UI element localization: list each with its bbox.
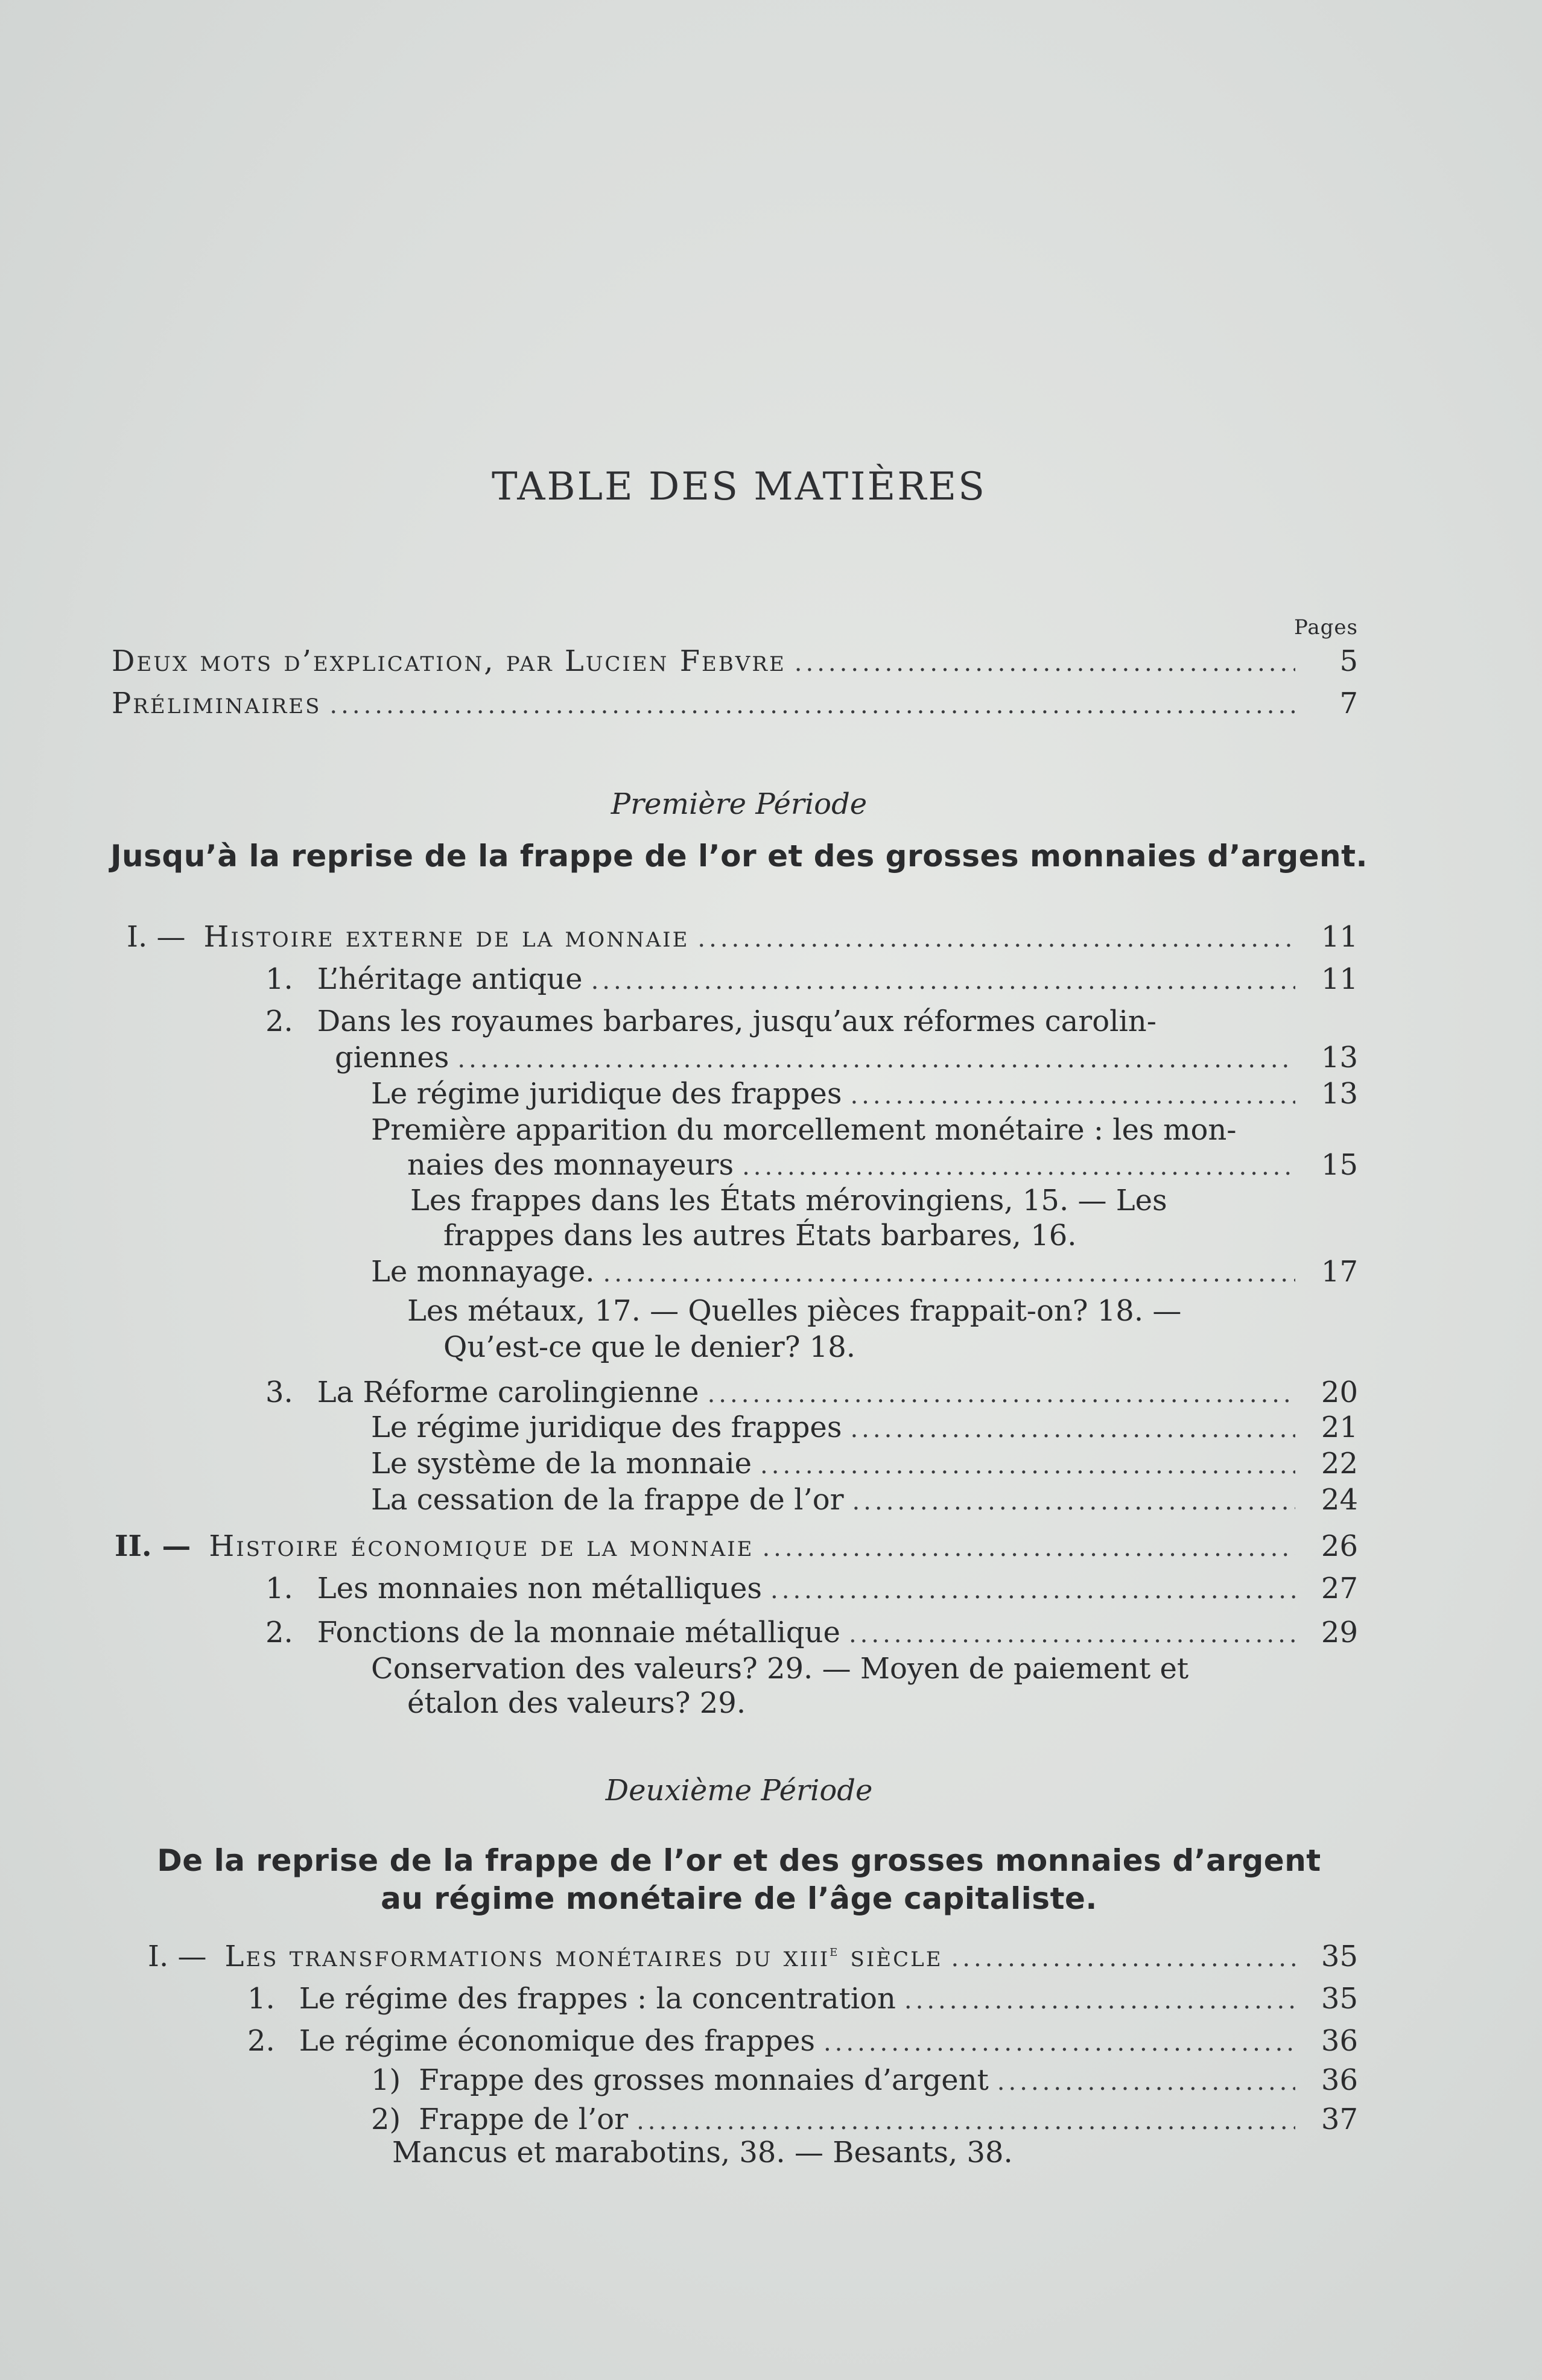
entry-title: Fonctions de la monnaie métallique [317,1616,840,1649]
toc-subentry [371,1255,1358,1289]
dot-leader [951,1944,1295,1972]
subentry-page: 21 [1321,1411,1358,1444]
toc-entry-title: Préliminaires [112,687,322,720]
dot-leader [636,2107,1295,2135]
subentry-title: Le système de la monnaie [371,1447,752,1480]
subentry-note: frappes dans les autres États barbares, 16. [443,1219,1077,1252]
toc-entry [247,1982,1358,2016]
entry-note: étalon des valeurs? 29. [407,1686,746,1720]
entry-page: 13 [1321,1041,1358,1074]
toc-entry [265,1376,1358,1409]
toc-subentry [371,2102,1358,2136]
section-title-sup: e [830,1942,840,1960]
dot-leader [852,1488,1295,1515]
subentry-number: 1) [371,2063,401,2097]
section-page: 35 [1321,1940,1358,1973]
dot-leader [997,2068,1295,2096]
subentry-note: Qu’est-ce que le denier? 18. [443,1330,856,1364]
toc-subentry [407,1148,1358,1182]
subentry-title: Frappe des grosses monnaies d’argent [419,2063,989,2097]
toc-entry [265,1616,1358,1649]
entry-number: 1. [265,1572,293,1605]
entry-title-cont: giennes [335,1041,449,1074]
toc-entry-title: Deux mots d’explication, par Lucien Febvre [112,644,786,678]
toc-subentry [371,2063,1358,2097]
toc-entry-page: 5 [1339,644,1358,678]
section-title-text-end: siècle [839,1940,943,1973]
section-number: I. — [148,1940,207,1973]
subentry-page: 37 [1321,2102,1358,2136]
section-page: 26 [1321,1529,1358,1563]
section-title: Histoire externe de la monnaie [203,920,690,954]
toc-entry [112,644,1358,678]
toc-subentry [371,1411,1358,1444]
entry-title: Dans les royaumes barbares, jusqu’aux réformes carolin- [317,1004,1156,1038]
section-page: 11 [1321,920,1358,954]
dot-leader [457,1046,1295,1073]
toc-entry [112,687,1358,720]
subentry-number: 2) [371,2102,401,2136]
toc-entry [265,962,1358,996]
dot-leader [591,967,1295,995]
subentry-title: Le régime juridique des frappes [371,1411,842,1444]
dot-leader [850,1415,1295,1443]
subentry-title: Frappe de l’or [419,2102,629,2136]
entry-page: 29 [1321,1616,1358,1649]
toc-section [127,920,1358,954]
subentry-title-cont: naies des monnayeurs [407,1148,734,1182]
entry-number: 1. [265,962,293,996]
section-title [224,1940,942,1973]
entry-page: 11 [1321,962,1358,996]
entry-page: 27 [1321,1572,1358,1605]
page-title: TABLE DES MATIÈRES [492,465,986,509]
subentry-page: 24 [1321,1483,1358,1517]
toc-entry [335,1041,1358,1074]
toc-entry [265,1572,1358,1605]
toc-entry-page: 7 [1339,687,1358,720]
dot-leader [760,1452,1295,1479]
toc-subentry [371,1483,1358,1517]
subentry-title: Première apparition du morcellement monétaire : les mon- [371,1113,1237,1147]
period-label: Première Période [611,787,868,821]
section-number: I. — [127,920,186,954]
subentry-note: Mancus et marabotins, 38. — Besants, 38. [392,2136,1013,2169]
section-number: II. — [115,1529,191,1563]
period-heading: au régime monétaire de l’âge capitaliste. [381,1881,1097,1916]
subentry-title: La cessation de la frappe de l’or [371,1483,844,1517]
period-label: Deuxième Période [605,1774,873,1807]
section-title-text: Les transformations monétaires du xiii [224,1940,830,1973]
entry-number: 2. [265,1004,293,1038]
entry-title: Le régime des frappes : la concentration [299,1982,896,2016]
subentry-page: 13 [1321,1077,1358,1111]
period-heading: Jusqu’à la reprise de la frappe de l’or et des grosses monnaies d’argent. [110,839,1368,874]
dot-leader [770,1576,1295,1604]
dot-leader [850,1082,1295,1109]
subentry-title: Le monnayage. [371,1255,595,1289]
dot-leader [329,691,1295,719]
entry-page: 36 [1321,2024,1358,2058]
entry-title: La Réforme carolingienne [317,1376,699,1409]
subentry-title: Le régime juridique des frappes [371,1077,842,1111]
subentry-note: Les frappes dans les États mérovingiens, 15. — Les [410,1184,1167,1217]
toc-section [148,1940,1358,1973]
toc-entry [247,2024,1358,2058]
entry-number: 3. [265,1376,293,1409]
dot-leader [849,1620,1295,1648]
dot-leader [904,1987,1295,2014]
section-title: Histoire économique de la monnaie [209,1529,754,1563]
dot-leader [742,1153,1295,1181]
entry-number: 1. [247,1982,275,2016]
toc-subentry [371,1077,1358,1111]
subentry-note: Les métaux, 17. — Quelles pièces frappait-on? 18. — [407,1294,1182,1328]
entry-number: 2. [247,2024,275,2058]
entry-title: L’héritage antique [317,962,583,996]
period-heading: De la reprise de la frappe de l’or et des grosses monnaies d’argent [157,1843,1321,1878]
dot-leader [708,1380,1295,1408]
entry-page: 35 [1321,1982,1358,2016]
subentry-page: 22 [1321,1447,1358,1480]
dot-leader [762,1534,1295,1562]
dot-leader [603,1260,1295,1287]
entry-number: 2. [265,1616,293,1649]
toc-entry-line [265,1004,1156,1038]
entry-page: 20 [1321,1376,1358,1409]
entry-note: Conservation des valeurs? 29. — Moyen de paiement et [371,1652,1189,1686]
toc-subentry [371,1447,1358,1480]
pages-column-label: Pages [1294,615,1358,639]
subentry-page: 15 [1321,1148,1358,1182]
dot-leader [823,2029,1295,2057]
dot-leader [795,649,1295,677]
toc-section [115,1529,1358,1563]
entry-title: Les monnaies non métalliques [317,1572,763,1605]
subentry-page: 36 [1321,2063,1358,2097]
subentry-page: 17 [1321,1255,1358,1289]
entry-title: Le régime économique des frappes [299,2024,815,2058]
dot-leader [697,925,1295,953]
